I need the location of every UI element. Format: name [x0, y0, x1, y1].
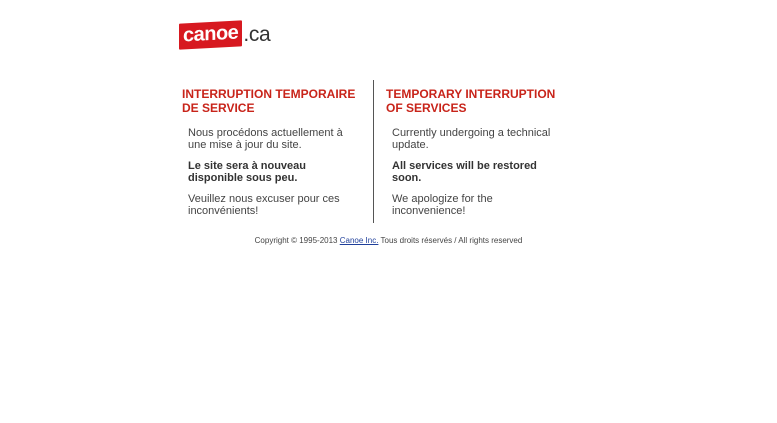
canoe-inc-link[interactable]: Canoe Inc. — [339, 236, 379, 245]
column-divider — [373, 80, 374, 223]
english-update-text: Currently undergoing a technical update. — [392, 127, 551, 151]
logo-badge: canoe — [179, 20, 242, 49]
french-message — [182, 87, 362, 226]
copyright-footer — [0, 236, 777, 245]
french-heading: INTERRUPTION TEMPORAIRE DE SERVICE — [182, 87, 356, 115]
english-heading: TEMPORARY INTERRUPTION OF SERVICES — [386, 87, 556, 115]
logo-suffix: .ca — [243, 23, 271, 46]
copyright-prefix: Copyright © 1995-2013 — [254, 236, 340, 245]
copyright-suffix: Tous droits réservés / All rights reserved — [378, 236, 523, 245]
english-message — [386, 87, 566, 226]
french-apology-text: Veuillez nous excuser pour ces inconvénients! — [188, 193, 340, 217]
french-availability-text: Le site sera à nouveau disponible sous peu. — [188, 160, 306, 184]
canoe-logo[interactable] — [179, 22, 270, 48]
french-update-text: Nous procédons actuellement à une mise à jour du site. — [188, 127, 343, 151]
english-apology-text: We apologize for the inconvenience! — [392, 193, 493, 217]
english-restore-text: All services will be restored soon. — [392, 160, 537, 184]
